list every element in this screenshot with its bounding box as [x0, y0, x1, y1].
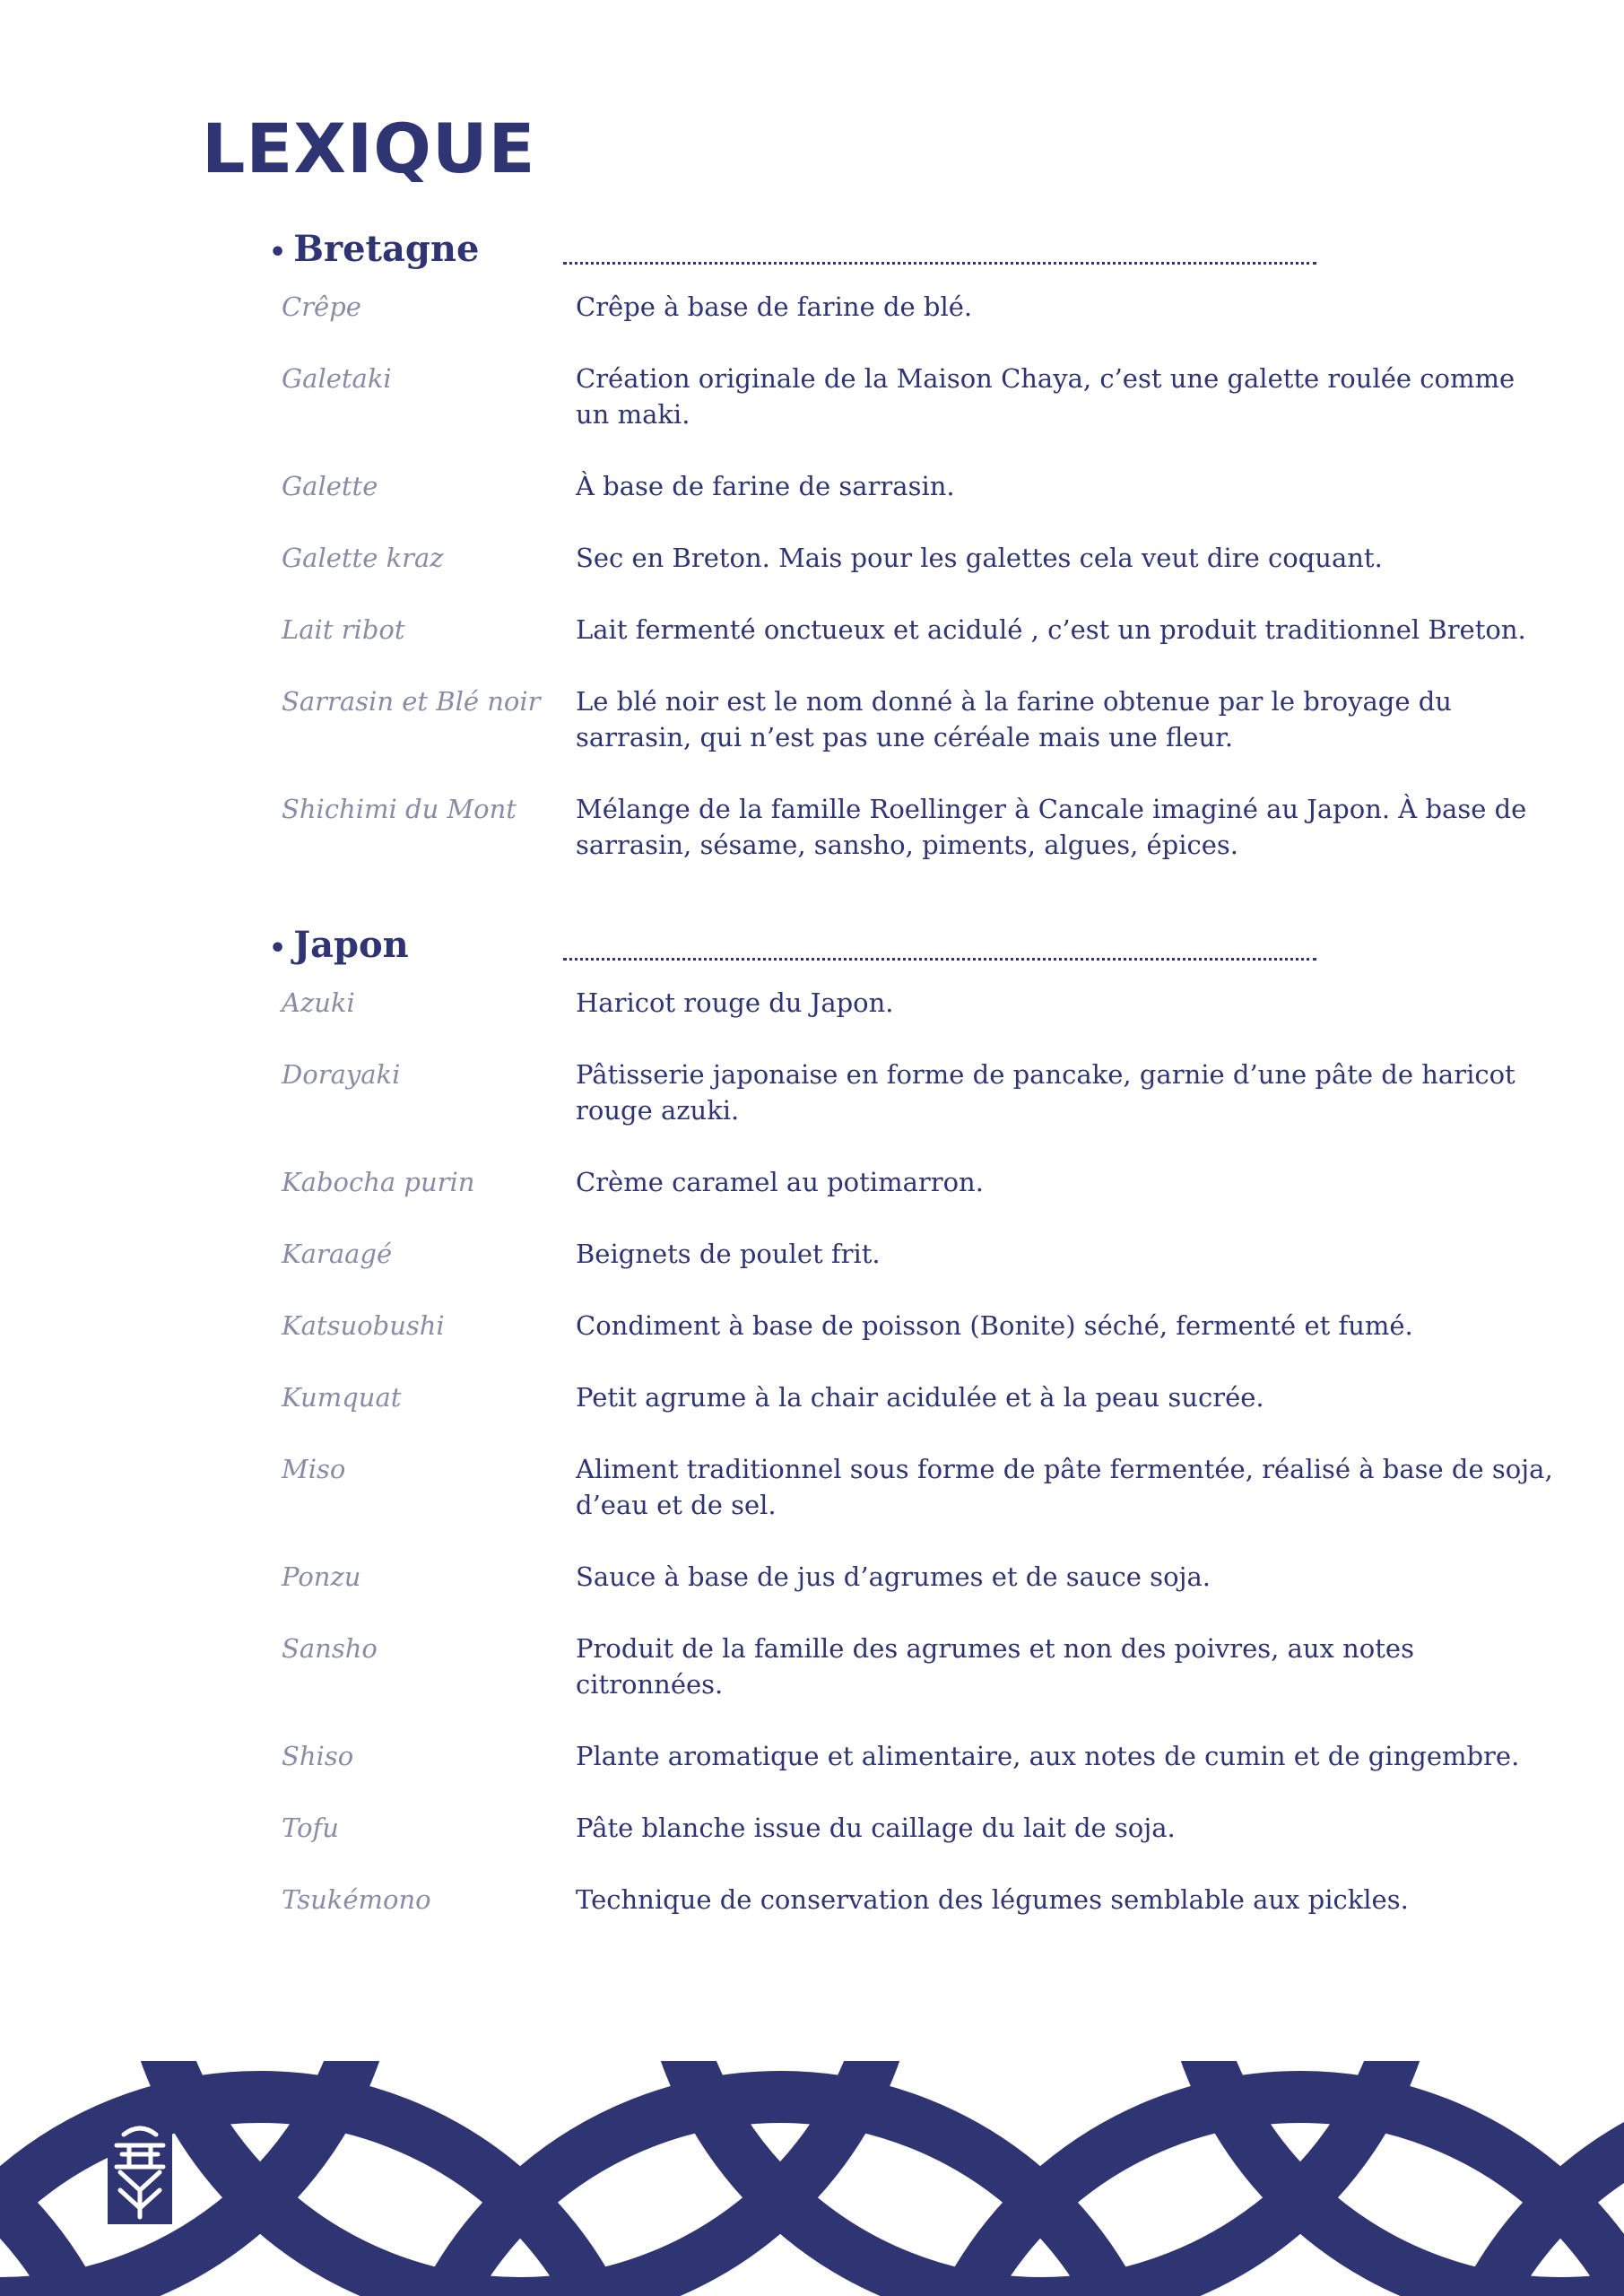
entry-list	[0, 289, 1624, 863]
footer-pattern	[0, 2061, 1624, 2296]
entry-term: Azuki	[282, 987, 355, 1018]
entry-term: Karaagé	[282, 1239, 393, 1269]
glossary-entry	[0, 540, 1624, 576]
entry-list	[0, 985, 1624, 1918]
entry-term: Ponzu	[282, 1561, 361, 1592]
entry-definition: Création originale de la Maison Chaya, c’est une galette roulée comme un maki.	[576, 363, 1515, 430]
section-bretagne	[0, 226, 1624, 899]
entry-term: Galette kraz	[282, 543, 444, 573]
bullet-icon: •	[269, 237, 287, 268]
entry-definition: Aliment traditionnel sous forme de pâte fermentée, réalisé à base de soja, d’eau et de sel.	[576, 1454, 1553, 1520]
glossary-entry	[0, 1631, 1624, 1702]
entry-term: Lait ribot	[282, 614, 405, 645]
glossary-entry	[0, 1308, 1624, 1344]
dotted-divider	[563, 958, 1316, 961]
entry-term: Tofu	[282, 1813, 339, 1843]
entry-definition: Crème caramel au potimarron.	[576, 1167, 984, 1197]
entry-term: Shiso	[282, 1741, 354, 1771]
section-header	[0, 226, 1624, 280]
section-title	[269, 226, 479, 273]
glossary-entry	[0, 289, 1624, 325]
entry-term: Kabocha purin	[282, 1167, 475, 1197]
entry-term: Miso	[282, 1454, 346, 1484]
glossary-entry	[0, 791, 1624, 863]
entry-definition: Sauce à base de jus d’agrumes et de sauce soja.	[576, 1561, 1211, 1592]
section-title-text: Bretagne	[293, 228, 480, 270]
page-title: LEXIQUE	[202, 109, 536, 188]
entry-definition: À base de farine de sarrasin.	[576, 471, 955, 501]
entry-definition: Petit agrume à la chair acidulée et à la peau sucrée.	[576, 1382, 1264, 1413]
entry-definition: Le blé noir est le nom donné à la farine obtenue par le broyage du sarrasin, qui n’est pas une céréale mais une fleur.	[576, 686, 1452, 752]
entry-term: Crêpe	[282, 291, 361, 322]
entry-definition: Plante aromatique et alimentaire, aux notes de cumin et de gingembre.	[576, 1741, 1520, 1771]
glossary-entry	[0, 1882, 1624, 1918]
entry-definition: Sec en Breton. Mais pour les galettes cela veut dire coquant.	[576, 543, 1383, 573]
entry-term: Kumquat	[282, 1382, 402, 1413]
entry-definition: Lait fermenté onctueux et acidulé , c’est un produit traditionnel Breton.	[576, 614, 1526, 645]
glossary-entry	[0, 683, 1624, 755]
entry-term: Sarrasin et Blé noir	[282, 686, 541, 717]
entry-definition: Mélange de la famille Roellinger à Cancale imaginé au Japon. À base de sarrasin, sésame, sansho, piments, algues, épices.	[576, 794, 1527, 860]
entry-definition: Haricot rouge du Japon.	[576, 987, 894, 1018]
glossary-entry	[0, 1236, 1624, 1272]
entry-term: Galette	[282, 471, 378, 501]
entry-term: Tsukémono	[282, 1884, 431, 1915]
entry-definition: Technique de conservation des légumes semblable aux pickles.	[576, 1884, 1409, 1915]
entry-definition: Produit de la famille des agrumes et non des poivres, aux notes citronnées.	[576, 1633, 1414, 1700]
entry-definition: Beignets de poulet frit.	[576, 1239, 881, 1269]
entry-term: Katsuobushi	[282, 1310, 445, 1341]
torii-lantern-logo-icon	[108, 2115, 172, 2224]
section-japon	[0, 922, 1624, 1953]
bullet-icon: •	[269, 933, 287, 964]
entry-definition: Crêpe à base de farine de blé.	[576, 291, 973, 322]
glossary-entry	[0, 1057, 1624, 1128]
glossary-entry	[0, 1164, 1624, 1200]
glossary-entry	[0, 1559, 1624, 1595]
dotted-divider	[563, 262, 1316, 265]
section-title	[269, 922, 409, 969]
glossary-entry	[0, 468, 1624, 504]
glossary-entry	[0, 1810, 1624, 1846]
entry-term: Shichimi du Mont	[282, 794, 517, 824]
section-title-text: Japon	[293, 924, 409, 966]
entry-definition: Pâte blanche issue du caillage du lait de soja.	[576, 1813, 1176, 1843]
glossary-entry	[0, 1738, 1624, 1774]
glossary-entry	[0, 1379, 1624, 1415]
glossary-entry	[0, 361, 1624, 432]
glossary-entry	[0, 1451, 1624, 1523]
entry-term: Galetaki	[282, 363, 392, 394]
section-header	[0, 922, 1624, 976]
entry-term: Dorayaki	[282, 1059, 401, 1090]
glossary-entry	[0, 985, 1624, 1021]
glossary-entry	[0, 612, 1624, 648]
entry-definition: Condiment à base de poisson (Bonite) séché, fermenté et fumé.	[576, 1310, 1413, 1341]
entry-term: Sansho	[282, 1633, 378, 1664]
entry-definition: Pâtisserie japonaise en forme de pancake, garnie d’une pâte de haricot rouge azuki.	[576, 1059, 1515, 1126]
